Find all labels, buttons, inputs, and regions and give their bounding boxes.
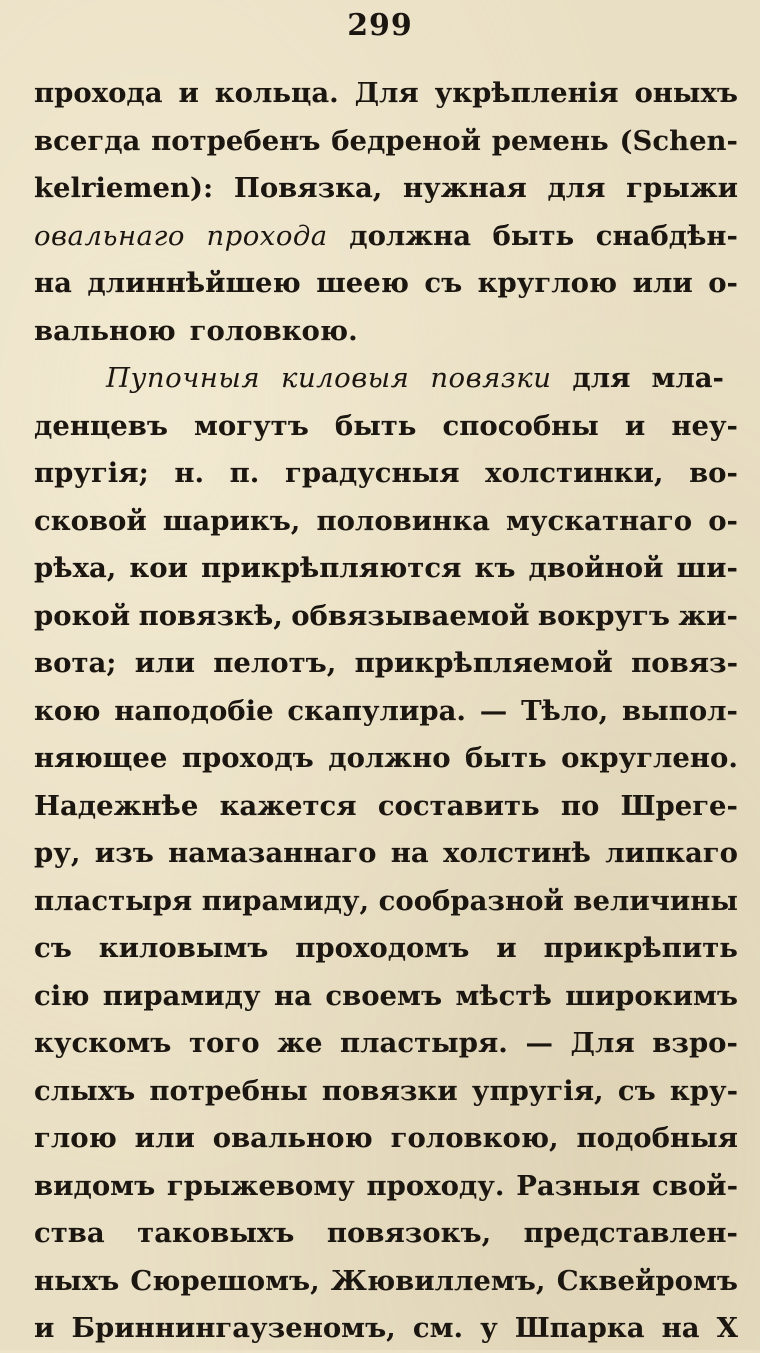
word: Бриннингаузеномъ,: [71, 1312, 396, 1344]
word: Сюрешомъ,: [130, 1264, 320, 1297]
word: и: [496, 932, 517, 964]
word: Разныя: [516, 1169, 641, 1202]
word: двойной: [528, 552, 664, 584]
word: же: [277, 1027, 323, 1059]
word: кажется: [219, 789, 357, 822]
word: кои: [129, 552, 189, 584]
word: грыжевому: [166, 1169, 355, 1202]
word: для: [547, 172, 606, 204]
text-line: [34, 118, 738, 166]
word: шарикъ,: [162, 504, 301, 537]
word: повязки: [321, 1074, 458, 1107]
word: укрѣпленія: [434, 77, 619, 109]
word: слыхъ: [34, 1074, 136, 1107]
word: холстинки,: [485, 457, 664, 489]
word: рокой: [34, 599, 131, 632]
text-line: [34, 1210, 738, 1258]
word: круглою: [477, 267, 618, 299]
word: повязкѣ,: [138, 599, 283, 632]
word: быть: [465, 742, 547, 774]
word: своемъ: [325, 979, 443, 1012]
word: представлен-: [523, 1217, 738, 1249]
word: ремень: [491, 124, 609, 157]
word: съ: [424, 267, 463, 299]
word: сообразной: [378, 884, 564, 917]
text-line: [34, 1258, 738, 1306]
word: съ: [617, 1074, 656, 1107]
text-line: [34, 878, 738, 926]
word: къ: [474, 552, 516, 584]
word: для: [572, 362, 631, 394]
word: или: [134, 647, 195, 679]
word: прикрѣпляются: [201, 552, 462, 584]
word: намазаннаго: [168, 837, 377, 869]
word: проходомъ: [295, 932, 470, 964]
word: бедреной: [331, 124, 481, 157]
text-line: [34, 783, 738, 831]
text-line: [34, 355, 738, 403]
word: и: [178, 77, 199, 109]
word: величины: [573, 884, 738, 917]
word: наподобіе: [114, 694, 274, 727]
word: сію: [34, 979, 90, 1012]
text-line: [34, 1115, 738, 1163]
word: потребны: [149, 1074, 308, 1107]
word: шеею: [316, 267, 409, 299]
word: таковыхъ: [137, 1217, 295, 1249]
word: головкою.: [189, 314, 358, 347]
word: на: [34, 267, 72, 299]
word: овальною: [212, 1122, 373, 1154]
word: или: [134, 1122, 195, 1154]
text-line: [34, 925, 738, 973]
word: денцевъ: [34, 409, 168, 442]
word: широкимъ: [565, 979, 738, 1012]
word: мѣстѣ: [455, 979, 552, 1012]
word: способны: [442, 409, 599, 442]
word: проходъ: [181, 742, 314, 774]
page-number: 299: [347, 8, 413, 43]
word: вальною: [34, 314, 176, 347]
word: глою: [34, 1122, 117, 1154]
text-line: [34, 260, 738, 308]
word: быть: [334, 409, 417, 442]
word: пирамиду: [102, 979, 261, 1012]
word: всегда: [34, 124, 141, 157]
word: кускомъ: [34, 1027, 172, 1059]
word: свой-: [651, 1169, 738, 1202]
word: нужная: [403, 172, 527, 204]
word: Сквейромъ: [556, 1264, 738, 1297]
word: проходу.: [366, 1169, 505, 1202]
word: ства: [34, 1217, 105, 1249]
word: X: [716, 1312, 738, 1344]
word: и: [34, 1312, 55, 1344]
word: половинка: [316, 504, 490, 537]
word: пирамиду,: [201, 884, 370, 917]
word: или: [632, 267, 693, 299]
word: прохода: [34, 77, 163, 109]
word: Для: [354, 77, 419, 109]
word: обвязываемой: [291, 599, 530, 632]
word: пластыря.: [340, 1027, 508, 1059]
word: няющее: [34, 742, 168, 774]
word: овальнаго: [34, 219, 185, 252]
word: головкою,: [390, 1122, 559, 1154]
word: холстинѣ: [443, 837, 591, 869]
word: пелотъ,: [213, 647, 337, 679]
word: прикрѣпляемой: [354, 647, 613, 679]
word: должно: [328, 742, 451, 774]
word: кольца.: [214, 77, 339, 109]
word: киловымъ: [98, 932, 269, 964]
word: составить: [377, 789, 540, 822]
text-line: [34, 1163, 738, 1211]
word: Жювиллемъ,: [330, 1264, 546, 1297]
word: Тѣло,: [521, 694, 609, 727]
word: у: [480, 1312, 498, 1344]
word: ши-: [676, 552, 738, 584]
body-text: [34, 70, 738, 1353]
word: Шпарка: [514, 1312, 645, 1344]
word: неу-: [671, 409, 738, 442]
word: ныхъ: [34, 1264, 120, 1297]
word: снабдѣн-: [595, 219, 738, 252]
text-line: [34, 1068, 738, 1116]
word: см.: [412, 1312, 464, 1344]
text-line: [34, 545, 738, 593]
word: по: [560, 789, 600, 822]
word: скапулира.: [287, 694, 466, 727]
word: вота;: [34, 647, 117, 679]
text-line: [34, 165, 738, 213]
word: жи-: [678, 599, 738, 632]
word: рѣха,: [34, 552, 117, 584]
word: прикрѣпить: [543, 932, 738, 964]
text-line: [34, 70, 738, 118]
text-line: [34, 403, 738, 451]
word: о-: [708, 267, 738, 299]
word: видомъ: [34, 1169, 156, 1202]
word: изъ: [94, 837, 154, 869]
word: Для: [570, 1027, 635, 1059]
word: упругія,: [471, 1074, 604, 1107]
word: на: [274, 979, 312, 1012]
word: сковой: [34, 504, 147, 537]
word: о-: [708, 504, 738, 537]
word: выпол-: [622, 694, 738, 727]
word: прохода: [206, 219, 328, 252]
text-line: [34, 973, 738, 1021]
word: должна: [349, 219, 472, 252]
word: потребенъ: [151, 124, 321, 157]
word: длиннѣйшею: [87, 267, 301, 299]
word: пластыря: [34, 884, 193, 917]
text-line: [34, 1305, 738, 1353]
word: быть: [492, 219, 575, 252]
word: н.: [174, 457, 205, 489]
word: киловыя: [281, 362, 410, 394]
word: округлено.: [561, 742, 738, 774]
text-line: [34, 688, 738, 736]
word: Пупочныя: [106, 362, 261, 394]
word: и: [624, 409, 646, 442]
word: во-: [689, 457, 738, 489]
word: мла-: [651, 362, 724, 394]
word: пругія;: [34, 457, 149, 489]
word: вокругъ: [537, 599, 670, 632]
word: на: [661, 1312, 700, 1344]
word: оныхъ: [634, 77, 738, 109]
word: кру-: [669, 1074, 738, 1107]
word: взро-: [652, 1027, 738, 1059]
word: липкаго: [605, 837, 738, 869]
word: Шреге-: [620, 789, 738, 822]
word: Надежнѣе: [34, 789, 199, 822]
text-line: [34, 830, 738, 878]
word: мускатнаго: [506, 504, 693, 537]
word: того: [189, 1027, 260, 1059]
text-line: [34, 640, 738, 688]
word: повязокъ,: [326, 1217, 492, 1249]
text-line: [34, 213, 738, 261]
word: (Schen-: [619, 124, 738, 157]
word: съ: [34, 932, 72, 964]
word: градусныя: [284, 457, 460, 489]
word: повяз-: [631, 647, 738, 679]
text-line: [34, 498, 738, 546]
word: kelriemen):: [34, 172, 214, 204]
text-line: [34, 308, 738, 356]
word: —: [479, 694, 508, 727]
word: —: [525, 1027, 553, 1059]
word: на: [390, 837, 429, 869]
word: повязки: [430, 362, 552, 394]
word: ру,: [34, 837, 81, 869]
text-line: [34, 1020, 738, 1068]
word: п.: [229, 457, 260, 489]
word: подобныя: [576, 1122, 738, 1154]
text-line: [34, 735, 738, 783]
word: грыжи: [626, 172, 738, 204]
text-line: [34, 450, 738, 498]
word: Повязка,: [233, 172, 383, 204]
word: кою: [34, 694, 101, 727]
word: могутъ: [194, 409, 309, 442]
text-line: [34, 593, 738, 641]
